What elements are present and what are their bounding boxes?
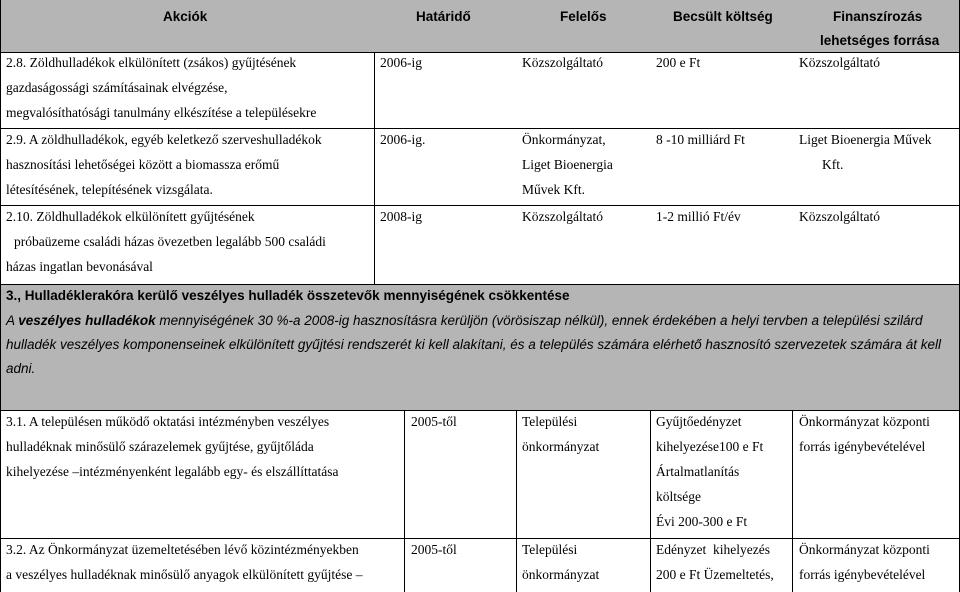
header-deadline: Határidő	[416, 9, 471, 24]
header-actions: Akciók	[163, 9, 208, 24]
row-2-8-deadline: 2006-ig	[380, 55, 422, 70]
row-2-8-cost: 200 e Ft	[656, 55, 701, 70]
row-3-2-cost-1: Edényzet kihelyezés	[656, 542, 770, 557]
section-text-bold: veszélyes hulladékok	[18, 313, 156, 328]
grid-line	[0, 205, 960, 206]
table-header	[0, 0, 960, 52]
row-3-2-responsible-2: önkormányzat	[522, 567, 600, 582]
row-3-1-funding-2: forrás igénybevételével	[799, 439, 926, 454]
row-3-1-cost-4: költsége	[656, 489, 701, 504]
row-2-10-deadline: 2008-ig	[380, 209, 422, 224]
row-3-1-action-1: 3.1. A településen működő oktatási intézményben veszélyes	[6, 414, 330, 429]
row-3-1-action-2: hulladéknak minősülő szárazelemek gyűjtése, gyűjtőláda	[6, 439, 314, 454]
row-3-1-deadline: 2005-től	[411, 414, 457, 429]
row-3-1-cost-3: Ártalmatlanítás	[656, 464, 740, 479]
header-responsible: Felelős	[560, 9, 607, 24]
grid-line	[374, 53, 375, 284]
header-funding-2: lehetséges forrása	[820, 33, 940, 48]
row-3-1-cost-5: Évi 200-300 e Ft	[656, 514, 748, 529]
grid-line	[0, 128, 960, 129]
section-text-rest: mennyiségének 30 %-a 2008-ig hasznosításra kerüljön (vörösiszap nélkül), ennek érdekében a helyi tervben a települési szilárd	[159, 313, 923, 328]
row-2-8-action-1: 2.8. Zöldhulladékok elkülönített (zsákos) gyűjtésének	[6, 55, 297, 70]
row-2-8-funding: Közszolgáltató	[799, 55, 880, 70]
row-3-1-cost-1: Gyűjtőedényzet	[656, 414, 742, 429]
row-3-1-responsible-1: Települési	[522, 414, 578, 429]
section-title: 3., Hulladéklerakóra kerülő veszélyes hulladék összetevők mennyiségének csökkentése	[6, 288, 570, 303]
row-2-9-action-3: létesítésének, telepítésének vizsgálata.	[6, 182, 213, 197]
row-2-10-action-3: házas ingatlan bevonásával	[6, 259, 153, 274]
grid-line	[0, 0, 1, 592]
grid-line	[0, 538, 960, 539]
row-3-1-cost-2: kihelyezése100 e Ft	[656, 439, 764, 454]
row-3-1-responsible-2: önkormányzat	[522, 439, 600, 454]
grid-line	[0, 410, 960, 411]
row-2-9-funding-2: Kft.	[822, 157, 844, 172]
grid-line	[404, 411, 405, 592]
row-2-10-action-1: 2.10. Zöldhulladékok elkülönített gyűjtésének	[6, 209, 255, 224]
row-2-9-responsible-2: Liget Bioenergia	[522, 157, 613, 172]
row-2-10-action-2: próbaüzeme családi házas övezetben legalább 500 családi	[14, 234, 326, 249]
row-3-2-action-2: a veszélyes hulladéknak minősülő anyagok elkülönített gyűjtése –	[6, 567, 363, 582]
row-2-8-action-3: megvalósíthatósági tanulmány elkészítése a településekre	[6, 105, 317, 120]
row-2-9-deadline: 2006-ig.	[380, 132, 426, 147]
row-2-8-action-2: gazdaságossági számításainak elvégzése,	[6, 80, 228, 95]
row-2-10-funding: Közszolgáltató	[799, 209, 880, 224]
grid-line	[0, 52, 960, 53]
row-3-1-action-3: kihelyezése –intézményenként legalább egy- és elszállíttatása	[6, 464, 339, 479]
row-2-8-responsible: Közszolgáltató	[522, 55, 603, 70]
row-3-2-deadline: 2005-től	[411, 542, 457, 557]
row-3-2-action-1: 3.2. Az Önkormányzat üzemeltetésében lévő közintézményekben	[6, 542, 359, 557]
header-cost: Becsült költség	[673, 9, 773, 24]
grid-line	[0, 284, 960, 285]
grid-line	[650, 411, 651, 592]
row-2-9-responsible-3: Művek Kft.	[522, 182, 585, 197]
section-text-lead: A	[6, 313, 15, 328]
row-2-10-cost: 1-2 millió Ft/év	[656, 209, 741, 224]
row-2-9-action-1: 2.9. A zöldhulladékok, egyéb keletkező szerveshulladékok	[6, 132, 322, 147]
row-3-2-responsible-1: Települési	[522, 542, 578, 557]
row-2-9-cost: 8 -10 milliárd Ft	[656, 132, 745, 147]
grid-line	[516, 411, 517, 592]
row-3-2-funding-1: Önkormányzat központi	[799, 542, 930, 557]
row-2-9-responsible-1: Önkormányzat,	[522, 132, 606, 147]
section-text-line-3: adni.	[6, 361, 36, 376]
row-3-2-funding-2: forrás igénybevételével	[799, 567, 926, 582]
row-3-1-funding-1: Önkormányzat központi	[799, 414, 930, 429]
row-2-9-funding-1: Liget Bioenergia Művek	[799, 132, 932, 147]
section-text-line-1	[6, 313, 923, 329]
row-2-10-responsible: Közszolgáltató	[522, 209, 603, 224]
header-funding-1: Finanszírozás	[833, 9, 923, 24]
section-text-line-2: hulladék veszélyes komponenseinek elkülönített gyűjtési rendszerét ki kell alakítani, és a település számára elérhető hasznosító szervezetek számára át kell	[6, 337, 941, 352]
row-3-2-cost-2: 200 e Ft Üzemeltetés,	[656, 567, 774, 582]
row-2-9-action-2: hasznosítási lehetőségei között a biomassza erőmű	[6, 157, 280, 172]
grid-line	[792, 411, 793, 592]
